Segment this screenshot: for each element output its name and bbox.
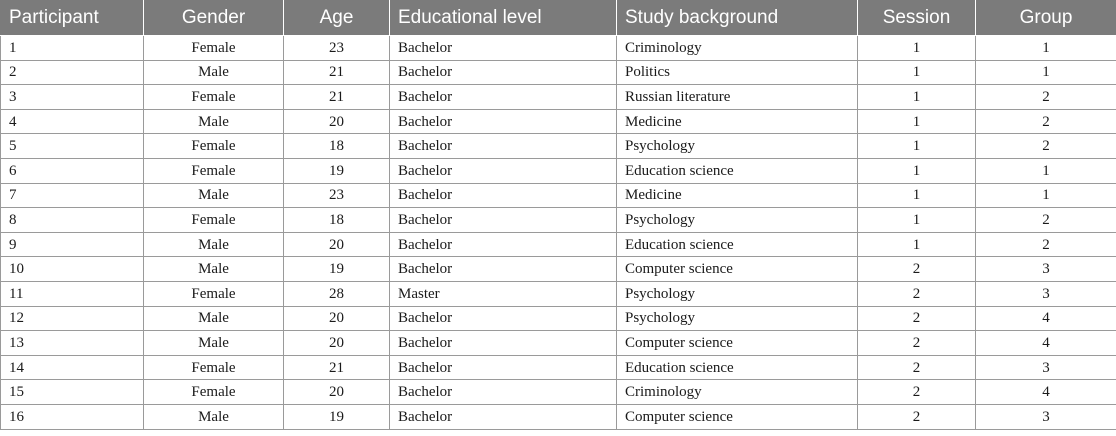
cell-group: 4 — [976, 331, 1116, 356]
table-row — [1, 257, 1116, 282]
cell-educational-level: Bachelor — [390, 306, 617, 331]
cell-group: 3 — [976, 355, 1116, 380]
cell-age: 21 — [284, 60, 390, 85]
cell-study-background: Psychology — [617, 281, 858, 306]
header-row — [1, 1, 1116, 36]
cell-age: 19 — [284, 158, 390, 183]
cell-study-background: Education science — [617, 158, 858, 183]
cell-session: 1 — [858, 183, 976, 208]
table-row — [1, 158, 1116, 183]
cell-study-background: Computer science — [617, 331, 858, 356]
cell-study-background: Computer science — [617, 404, 858, 429]
cell-group: 1 — [976, 183, 1116, 208]
cell-age: 20 — [284, 232, 390, 257]
cell-gender: Female — [144, 355, 284, 380]
cell-participant: 2 — [1, 60, 144, 85]
table-row — [1, 183, 1116, 208]
cell-gender: Female — [144, 281, 284, 306]
cell-participant: 10 — [1, 257, 144, 282]
header-group: Group — [976, 1, 1116, 36]
cell-session: 1 — [858, 109, 976, 134]
cell-session: 1 — [858, 208, 976, 233]
cell-session: 1 — [858, 36, 976, 61]
cell-study-background: Psychology — [617, 306, 858, 331]
cell-session: 1 — [858, 60, 976, 85]
cell-educational-level: Bachelor — [390, 380, 617, 405]
cell-age: 21 — [284, 85, 390, 110]
cell-study-background: Psychology — [617, 134, 858, 159]
cell-gender: Male — [144, 183, 284, 208]
cell-study-background: Russian literature — [617, 85, 858, 110]
cell-gender: Female — [144, 380, 284, 405]
cell-participant: 4 — [1, 109, 144, 134]
table-row — [1, 306, 1116, 331]
cell-educational-level: Bachelor — [390, 232, 617, 257]
table-header — [1, 1, 1116, 36]
table-row — [1, 60, 1116, 85]
cell-educational-level: Bachelor — [390, 60, 617, 85]
cell-group: 4 — [976, 306, 1116, 331]
cell-group: 2 — [976, 85, 1116, 110]
cell-educational-level: Bachelor — [390, 85, 617, 110]
cell-group: 3 — [976, 281, 1116, 306]
cell-study-background: Medicine — [617, 109, 858, 134]
table-row — [1, 380, 1116, 405]
table-row — [1, 404, 1116, 429]
cell-gender: Female — [144, 36, 284, 61]
cell-study-background: Medicine — [617, 183, 858, 208]
cell-group: 2 — [976, 208, 1116, 233]
cell-session: 2 — [858, 331, 976, 356]
cell-group: 4 — [976, 380, 1116, 405]
cell-participant: 1 — [1, 36, 144, 61]
cell-participant: 11 — [1, 281, 144, 306]
cell-age: 23 — [284, 183, 390, 208]
cell-educational-level: Bachelor — [390, 208, 617, 233]
cell-gender: Male — [144, 109, 284, 134]
cell-gender: Female — [144, 134, 284, 159]
cell-participant: 15 — [1, 380, 144, 405]
cell-group: 3 — [976, 404, 1116, 429]
cell-study-background: Politics — [617, 60, 858, 85]
cell-participant: 14 — [1, 355, 144, 380]
cell-session: 2 — [858, 257, 976, 282]
cell-participant: 7 — [1, 183, 144, 208]
cell-age: 23 — [284, 36, 390, 61]
cell-participant: 16 — [1, 404, 144, 429]
cell-group: 2 — [976, 134, 1116, 159]
cell-gender: Female — [144, 85, 284, 110]
cell-educational-level: Bachelor — [390, 257, 617, 282]
cell-participant: 3 — [1, 85, 144, 110]
cell-session: 1 — [858, 232, 976, 257]
table-row — [1, 232, 1116, 257]
cell-age: 18 — [284, 134, 390, 159]
cell-session: 1 — [858, 85, 976, 110]
cell-age: 20 — [284, 380, 390, 405]
cell-educational-level: Bachelor — [390, 134, 617, 159]
cell-session: 2 — [858, 355, 976, 380]
cell-participant: 9 — [1, 232, 144, 257]
table-body — [1, 36, 1116, 430]
table-row — [1, 109, 1116, 134]
table-row — [1, 36, 1116, 61]
cell-group: 2 — [976, 232, 1116, 257]
table-row — [1, 134, 1116, 159]
cell-age: 28 — [284, 281, 390, 306]
header-educational-level: Educational level — [390, 1, 617, 36]
cell-group: 1 — [976, 158, 1116, 183]
cell-participant: 13 — [1, 331, 144, 356]
cell-group: 3 — [976, 257, 1116, 282]
cell-educational-level: Bachelor — [390, 355, 617, 380]
table-row — [1, 331, 1116, 356]
cell-study-background: Education science — [617, 232, 858, 257]
header-gender: Gender — [144, 1, 284, 36]
cell-gender: Female — [144, 158, 284, 183]
cell-age: 18 — [284, 208, 390, 233]
cell-group: 1 — [976, 36, 1116, 61]
cell-educational-level: Bachelor — [390, 404, 617, 429]
cell-age: 20 — [284, 109, 390, 134]
table-row — [1, 208, 1116, 233]
cell-session: 2 — [858, 380, 976, 405]
cell-study-background: Criminology — [617, 36, 858, 61]
cell-age: 21 — [284, 355, 390, 380]
cell-gender: Male — [144, 306, 284, 331]
cell-educational-level: Bachelor — [390, 158, 617, 183]
cell-age: 20 — [284, 306, 390, 331]
cell-session: 2 — [858, 281, 976, 306]
cell-gender: Male — [144, 232, 284, 257]
cell-gender: Male — [144, 257, 284, 282]
cell-educational-level: Bachelor — [390, 183, 617, 208]
cell-study-background: Computer science — [617, 257, 858, 282]
cell-age: 20 — [284, 331, 390, 356]
cell-study-background: Psychology — [617, 208, 858, 233]
cell-group: 2 — [976, 109, 1116, 134]
cell-gender: Male — [144, 404, 284, 429]
cell-participant: 8 — [1, 208, 144, 233]
cell-session: 1 — [858, 158, 976, 183]
header-session: Session — [858, 1, 976, 36]
cell-participant: 6 — [1, 158, 144, 183]
header-study-background: Study background — [617, 1, 858, 36]
table-row — [1, 85, 1116, 110]
cell-educational-level: Bachelor — [390, 109, 617, 134]
cell-session: 1 — [858, 134, 976, 159]
cell-educational-level: Bachelor — [390, 331, 617, 356]
cell-gender: Male — [144, 60, 284, 85]
cell-educational-level: Bachelor — [390, 36, 617, 61]
cell-gender: Male — [144, 331, 284, 356]
cell-age: 19 — [284, 404, 390, 429]
cell-study-background: Education science — [617, 355, 858, 380]
cell-participant: 5 — [1, 134, 144, 159]
cell-participant: 12 — [1, 306, 144, 331]
header-age: Age — [284, 1, 390, 36]
cell-study-background: Criminology — [617, 380, 858, 405]
cell-session: 2 — [858, 306, 976, 331]
cell-educational-level: Master — [390, 281, 617, 306]
cell-session: 2 — [858, 404, 976, 429]
cell-gender: Female — [144, 208, 284, 233]
table-row — [1, 355, 1116, 380]
cell-age: 19 — [284, 257, 390, 282]
header-participant: Participant — [1, 1, 144, 36]
cell-group: 1 — [976, 60, 1116, 85]
table-row — [1, 281, 1116, 306]
